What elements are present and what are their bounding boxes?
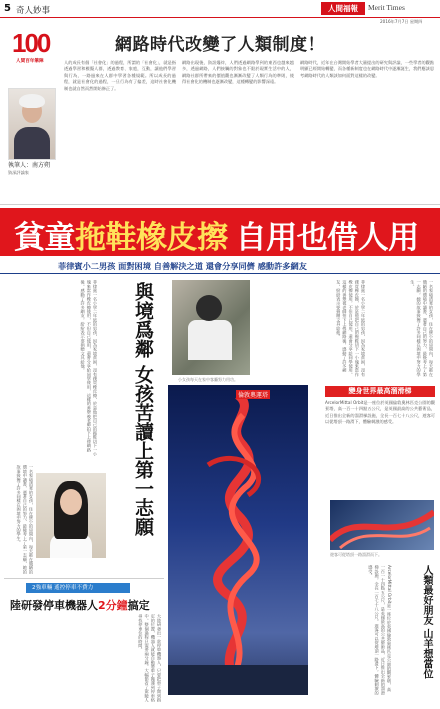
century-badge-caption: 人間百年筆陣 xyxy=(16,59,44,64)
column-text-right: 網路時代，近年在台灣開始學者大量提出的研究與評論，一些學者的觀點明顯已經開始轉變，而各種新制度也在網路時代中逐漸誕生，我們應該思考網路時代的人類該如何面對這樣的改變。 xyxy=(300,60,434,78)
robot-divider xyxy=(4,578,164,579)
thumbnail-caption: 遊客可從塔頂一路溜滑而下。 xyxy=(330,552,382,557)
headline-highlight: 拖鞋橡皮擦 xyxy=(75,220,228,255)
studying-girl-photo xyxy=(172,280,250,375)
issue-date: 2016年7月7日 星期四 xyxy=(380,19,423,24)
column-title: 網路時代改變了人類制度！ xyxy=(115,35,325,55)
goat-story-headline: 人類最好朋友 山羊想當位 xyxy=(421,565,432,679)
orbit-tower-illustration xyxy=(168,385,308,695)
robot-title-highlight: 2分鐘 xyxy=(98,599,128,612)
tower-story-text: ArcelorMittal Orbit是一座位於英國倫敦奧林匹克公園的觀景塔，高一百一十四點五公尺，是英國最高的公共藝術品，近日推出全新的溜滑梯設施，全長一百七十八公尺，遊客可以從塔頂一路滑下，體驗刺激的感受。 xyxy=(325,400,435,425)
century-badge-number: 100 xyxy=(12,28,50,58)
column-text-middle: 網路出現後，資訊爆炸，人們透過網路學到的東西也越來越多，透過網路，人們接觸的對象也不限於現實生活中的人，網路社群所帶來的價值觀也漸漸改變了人類行為的準則，使得社會化的機制也逐漸改變，這種轉變的影響深遠。 xyxy=(182,60,294,85)
photo-caption: 小女孩每天在家中客廳努力用功。 xyxy=(178,377,238,382)
girl-portrait-photo xyxy=(36,473,106,558)
robot-story-title xyxy=(10,597,150,613)
section-divider xyxy=(0,204,440,205)
headline-suffix: 自用也借人用 xyxy=(227,220,419,255)
author-title: 資深評論家 xyxy=(8,170,29,175)
column-text-left: 人的成長有個「社會化」的過程，所謂的「社會化」，就是指透過學習和模擬人群，透過教育、家庭，互動，讓他們學習與行為，一路過來在人群中學習各種規範。所以成長的過程，就是社會化的過程，一旦行為有了偏差，這時社會化機制也就自然而然開始修正了。 xyxy=(64,60,176,91)
feature-body-text-3: 一名家境清寒的女孩，住在狹小的房間內，每天都在簡陋的環境中讀書，憑著自己的努力，最後考上了第一志願，她的故事鼓舞了許多同樣在困境中努力的學生。 xyxy=(410,280,434,377)
header-rule xyxy=(0,17,440,18)
girl-story-text: 一名家境清寒的女孩，住在狹小的房間內，每天都在簡陋的環境中讀書，憑著自己的努力，最後考上了第一志願，她的故事鼓舞了許多同樣在困境中努力的學生。 xyxy=(16,465,34,574)
author-photo xyxy=(8,88,56,160)
section-title: 奇人妙事 xyxy=(16,6,51,16)
feature-headline xyxy=(14,212,419,257)
feature-subhead: 菲律賓小二男孩 面對困境 自善解決之道 還會分享同儕 感動許多網友 xyxy=(58,261,307,271)
slide-thumbnail-illustration xyxy=(330,500,434,550)
author-label: 執筆人：南方朔 xyxy=(8,162,51,169)
robot-title-prefix: 陸研發停車機器人 xyxy=(10,599,98,612)
robot-title-suffix: 搞定 xyxy=(127,599,150,612)
brand-name: Merit Times xyxy=(368,3,405,12)
robot-story-text: 大陸研發出一款停車機器人，只要把車子開到指定的位置，機器人就能自動將車子搬運到停車格中，整個過程只需要兩分鐘，大幅節省了駕駛人尋找停車位的時間。 xyxy=(138,614,162,702)
orbit-tower-photo xyxy=(168,385,308,695)
girl-story-headline: 與境爲鄰 女孩苦讀上第一志願 xyxy=(132,282,154,536)
slide-thumbnail-photo xyxy=(330,500,434,550)
subhead-rule xyxy=(0,273,440,274)
newspaper-logo: 人間福報 xyxy=(321,2,365,15)
tower-photo-label: 倫敦奧運塔 xyxy=(238,392,269,399)
feature-body-text: 菲律賓一名小學二年級的男孩，因為家境貧困，沒有錢買橡皮擦，於是他把自己的拖鞋切下一小塊來當作橡皮擦使用，不但自己使用，還會分享給同學使用，這樣的善舉被老師拍下上傳網路後，感動了許多網友，紛紛表示要捐贈文具給他。 xyxy=(80,280,98,456)
feature-body-text-2: 菲律賓一名小學二年級的男孩，因為家境貧困，沒有錢買橡皮擦，於是他把自己的拖鞋切下一小塊來當作橡皮擦使用，不但自己使用，還會分享給同學使用，這樣的善舉被老師拍下上傳網路後，感動了許多網友，紛紛表示要捐贈文具給他。 xyxy=(336,280,366,377)
robot-story-tag: 2強車輛 遙控停車不費力 xyxy=(26,583,130,593)
tower-story-title: 變身世界最高溜滑梯 xyxy=(325,386,435,397)
headline-prefix: 貧童 xyxy=(14,220,75,255)
page-number: 5 xyxy=(4,3,11,14)
goat-story-text: ArcelorMittal Orbit是一座位於英國倫敦奧林匹克公園的觀景塔，高一百一十四點五公尺，是英國最高的公共藝術品，近日推出全新的溜滑梯設施，全長一百七十八公尺，遊客可以從塔頂一路滑下，體驗刺激的感受。 xyxy=(368,565,392,695)
